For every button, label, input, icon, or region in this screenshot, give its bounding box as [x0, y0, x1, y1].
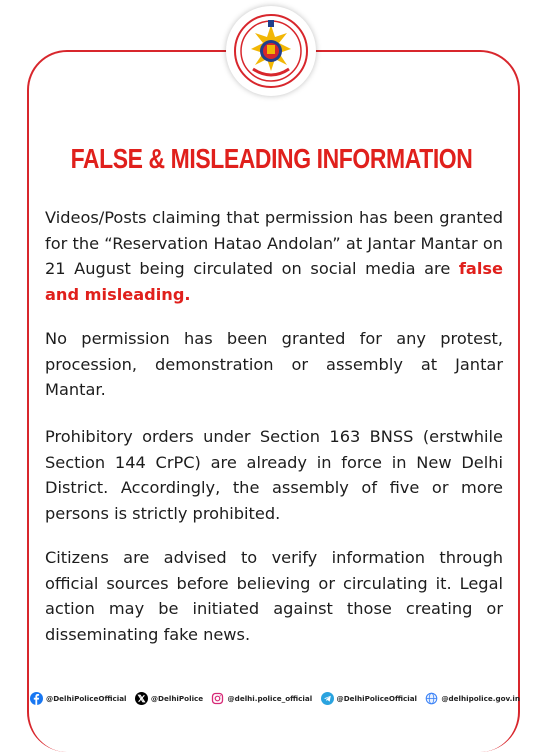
paragraph-prohibitory-orders: Prohibitory orders under Section 163 BNSS (erstwhile Section 144 CrPC) are already in force in New Delhi District. Accordingly, the assembly of five or more persons is strictly prohibited. [45, 427, 503, 523]
website-link[interactable] [425, 692, 520, 705]
instagram-link[interactable] [211, 692, 312, 705]
instagram-handle: @delhi.police_official [227, 693, 313, 703]
telegram-link[interactable] [321, 692, 418, 705]
facebook-icon [30, 692, 43, 705]
x-icon [135, 692, 148, 705]
facebook-link[interactable] [30, 692, 127, 705]
instagram-icon [211, 692, 224, 705]
paragraph-claim [45, 205, 503, 307]
paragraph-advisory: Citizens are advised to verify information through official sources before believing or circulating it. Legal action may be initiated against those creating or disseminating fake news. [45, 548, 503, 644]
paragraph-claim-text: Videos/Posts claiming that permission has been granted for the “Reservation Hatao Andolan” at Jantar Mantar on 21 August being circulated on social media are [45, 208, 503, 278]
x-handle: @DelhiPolice [150, 693, 204, 703]
website-handle: @delhipolice.gov.in [441, 693, 520, 703]
globe-icon [425, 692, 438, 705]
page-title: FALSE & MISLEADING INFORMATION [70, 143, 473, 174]
telegram-icon [321, 692, 334, 705]
x-link[interactable] [135, 692, 203, 705]
social-footer [30, 688, 520, 708]
paragraph-no-permission: No permission has been granted for any protest, procession, demonstration or assembly at Jantar Mantar. [45, 329, 503, 399]
telegram-handle: @DelhiPoliceOfficial [336, 693, 418, 703]
delhi-police-logo [226, 6, 316, 96]
false-misleading-highlight: false and misleading. [45, 259, 503, 304]
delhi-police-emblem-icon [231, 11, 311, 91]
facebook-handle: @DelhiPoliceOfficial [46, 693, 127, 703]
